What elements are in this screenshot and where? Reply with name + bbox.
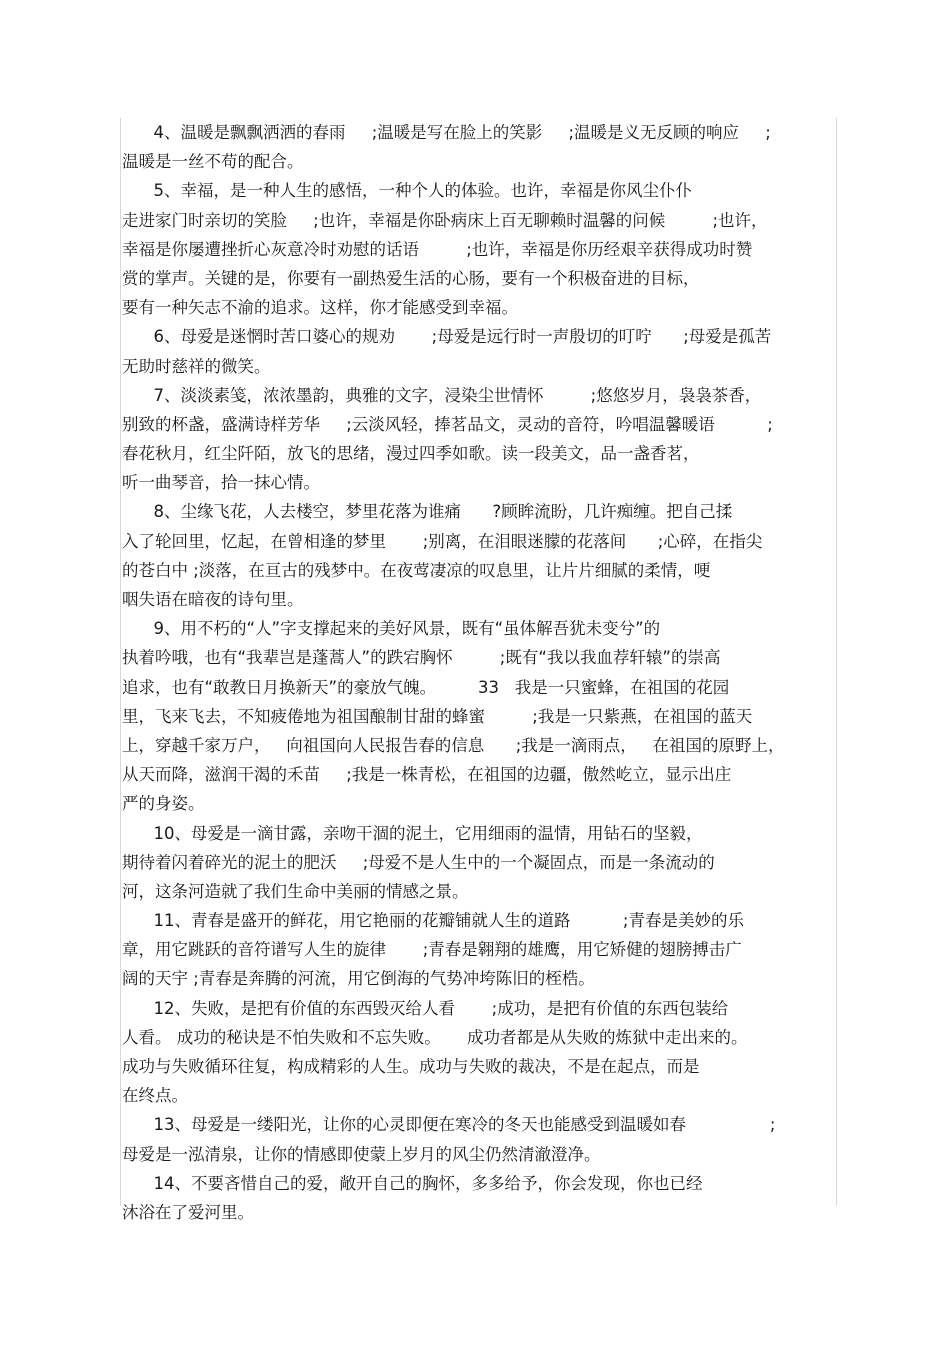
text-line: 母爱是一泓清泉，让你的情感即使蒙上岁月的风尘仍然清澈澄净。 [122, 1144, 601, 1164]
text-line: 6、母爱是迷惘时苦口婆心的规劝 ;母爱是远行时一声殷切的叮咛 ;母爱是孤苦 [122, 327, 772, 347]
text-line: 阔的天宇 ;青春是奔腾的河流，用它倒海的气势冲垮陈旧的桎梏。 [122, 969, 595, 989]
text-line: 5、幸福，是一种人生的感悟，一种个人的体验。也许，幸福是你风尘仆仆 [122, 181, 692, 201]
text-line: 里，飞来飞去，不知疲倦地为祖国酿制甘甜的蜂蜜 ;我是一只紫燕，在祖国的蓝天 [122, 706, 753, 726]
left-margin-rule [120, 118, 121, 1206]
text-line: 7、淡淡素笺，浓浓墨韵，典雅的文字，浸染尘世情怀 ;悠悠岁月，袅袅茶香， [122, 385, 762, 405]
text-line: 9、用不朽的“人”字支撑起来的美好风景，既有“虽体解吾犹未变兮”的 [122, 619, 661, 639]
text-line: 成功与失败循环往复，构成精彩的人生。成功与失败的裁决，不是在起点，而是 [122, 1057, 700, 1076]
text-line: 章，用它跳跃的音符谱写人生的旋律 ;青春是翱翔的雄鹰，用它矫健的翅膀搏击广 [122, 940, 742, 960]
text-line: 14、不要吝惜自己的爱，敞开自己的胸怀，多多给予，你会发现，你也已经 [122, 1173, 703, 1193]
text-line: 要有一种矢志不渝的追求。这样，你才能感受到幸福。 [122, 298, 518, 318]
text-line: 从天而降，滋润干渴的禾苗 ;我是一株青松，在祖国的边疆，傲然屹立，显示出庄 [122, 765, 732, 785]
text-line: 4、温暖是飘飘洒洒的春雨 ;温暖是写在脸上的笑影 ;温暖是义无反顾的响应 ; [122, 123, 771, 142]
text-line: 期待着闪着碎光的泥土的肥沃 ;母爱不是人生中的一个凝固点，而是一条流动的 [122, 852, 715, 872]
text-line: 入了轮回里，忆起，在曾相逢的梦里 ;别离，在泪眼迷朦的花落间 ;心碎，在指尖 [122, 531, 763, 551]
text-line: 别致的杯盏，盛满诗样芳华 ;云淡风轻，捧茗品文，灵动的音符，吟唱温馨暖语 ; [122, 414, 773, 434]
text-line: 11、青春是盛开的鲜花，用它艳丽的花瓣铺就人生的道路 ;青春是美妙的乐 [122, 911, 744, 931]
text-line: 10、母爱是一滴甘露，亲吻干涸的泥土，它用细雨的温情，用钻石的坚毅， [122, 823, 703, 843]
text-line: 执着吟哦，也有“我辈岂是蓬蒿人”的跌宕胸怀 ;既有“我以我血荐轩辕”的崇高 [122, 648, 721, 668]
text-line: 的苍白中 ;淡落，在亘古的残梦中。在夜莺凄凉的叹息里，让片片细腻的柔情，哽 [122, 560, 711, 580]
text-line: 春花秋月，红尘阡陌，放飞的思绪，漫过四季如歌。读一段美文，品一盏香茗， [122, 444, 700, 464]
document-body [122, 118, 834, 1227]
text-line: 赏的掌声。关键的是，你要有一副热爱生活的心肠，要有一个积极奋进的目标， [122, 268, 700, 288]
text-line: 人看。 成功的秘诀是不怕失败和不忘失败。 成功者都是从失败的炼狱中走出来的。 [122, 1027, 748, 1047]
text-line: 12、失败，是把有价值的东西毁灭给人看 ;成功，是把有价值的东西包装给 [122, 998, 729, 1018]
text-line: 追求，也有“敢教日月换新天”的豪放气魄。 33 我是一只蜜蜂，在祖国的花园 [122, 677, 730, 697]
text-line: 幸福是你屡遭挫折心灰意冷时劝慰的话语 ;也许，幸福是你历经艰辛获得成功时赞 [122, 239, 753, 259]
right-margin-rule [836, 118, 837, 1206]
text-line: 听一曲琴音，拾一抹心情。 [122, 473, 320, 493]
text-line: 严的身姿。 [122, 794, 205, 814]
text-line: 温暖是一丝不苟的配合。 [122, 152, 304, 172]
text-line: 咽失语在暗夜的诗句里。 [122, 590, 304, 609]
text-line: 无助时慈祥的微笑。 [122, 356, 271, 376]
text-line: 河，这条河造就了我们生命中美丽的情感之景。 [122, 881, 469, 901]
text-line: 上，穿越千家万户， 向祖国向人民报告春的信息 ;我是一滴雨点， 在祖国的原野上， [122, 735, 785, 755]
text-line: 走进家门时亲切的笑脸 ;也许，幸福是你卧病床上百无聊赖时温馨的问候 ;也许， [122, 210, 768, 230]
text-line: 13、母爱是一缕阳光，让你的心灵即便在寒冷的冬天也能感受到温暖如春 ; [122, 1115, 776, 1135]
text-line: 8、尘缘飞花，人去楼空，梦里花落为谁痛 ?顾眸流盼，几许痴缠。把自己揉 [122, 502, 733, 522]
text-line: 在终点。 [122, 1086, 188, 1106]
text-line: 沐浴在了爱河里。 [122, 1202, 254, 1222]
